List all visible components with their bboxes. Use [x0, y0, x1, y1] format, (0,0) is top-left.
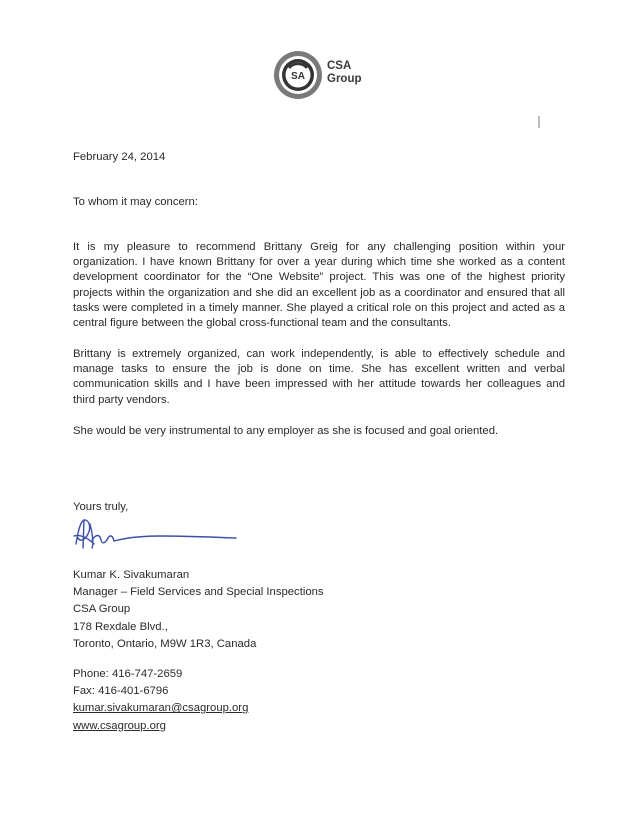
logo-name: CSA — [327, 60, 352, 72]
contact-block — [73, 666, 248, 735]
csa-group-logo — [272, 48, 372, 102]
website-link[interactable]: www.csagroup.org — [73, 719, 166, 732]
body-paragraph-3: She would be very instrumental to any employer as she is focused and goal oriented. — [73, 425, 499, 437]
letter-greeting: To whom it may concern: — [73, 196, 198, 208]
svg-text:SA: SA — [291, 71, 305, 82]
logo-sub: Group — [327, 73, 362, 85]
signer-address-line-2: Toronto, Ontario, M9W 1R3, Canada — [73, 637, 257, 650]
signer-title: Manager – Field Services and Special Inspections — [73, 586, 324, 599]
signer-address-line-1: 178 Rexdale Blvd., — [73, 620, 168, 633]
signer-block — [73, 567, 324, 653]
body-paragraph-2: Brittany is extremely organized, can work independently, is able to effectively schedule and manage tasks to ensure the job is done on time. She has excellent written and verbal communication skills and I have been impressed with her attitude towards her colleagues and third party vendors. — [73, 348, 565, 406]
letter-date: February 24, 2014 — [73, 151, 166, 163]
signer-name: Kumar K. Sivakumaran — [73, 569, 190, 581]
phone-number: Phone: 416-747-2659 — [73, 668, 183, 680]
fax-number: Fax: 416-401-6796 — [73, 685, 169, 698]
email-link[interactable]: kumar.sivakumaran@csagroup.org — [73, 702, 249, 715]
csa-logo-icon — [272, 48, 324, 102]
body-paragraph-1: It is my pleasure to recommend Brittany Greig for any challenging position within your organization. I have known Brittany for over a year during which time she worked as a content development coordinator for the “One Website” project. This was one of the highest priority projects within the organization and she did an excellent job as a coordinator and ensured that all tasks were completed in a timely manner. She played a critical role on this project and acted as a central figure between the global cross-functional team and the consultants. — [73, 241, 565, 330]
signer-company: CSA Group — [73, 603, 131, 616]
scan-speck — [538, 116, 540, 128]
letter-closing: Yours truly, — [73, 501, 129, 513]
handwritten-signature — [70, 514, 240, 554]
